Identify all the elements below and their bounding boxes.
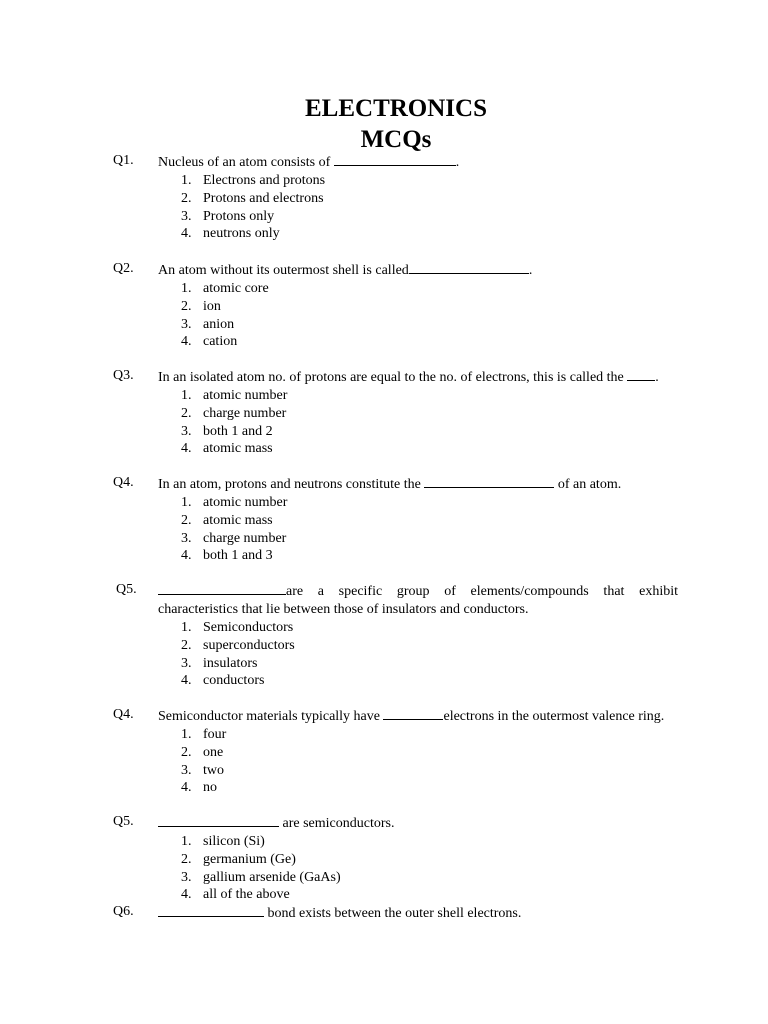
option: 4. no bbox=[181, 780, 217, 796]
question-1 bbox=[113, 152, 678, 243]
option: 2. ion bbox=[181, 298, 221, 314]
option: 2. germanium (Ge) bbox=[181, 851, 296, 867]
option: 1. atomic number bbox=[181, 495, 288, 510]
option: 3. two bbox=[181, 762, 224, 778]
question-8 bbox=[113, 903, 678, 923]
document-title: ELECTRONICS bbox=[305, 95, 487, 122]
option: 4. all of the above bbox=[181, 887, 290, 903]
option: 1. four bbox=[181, 727, 227, 742]
question-2 bbox=[113, 260, 678, 351]
question-text: bond exists between the outer shell electrons. bbox=[158, 903, 678, 923]
answer-blank bbox=[627, 367, 655, 381]
answer-blank bbox=[424, 474, 554, 488]
options-list bbox=[113, 619, 678, 690]
option: 4. both 1 and 3 bbox=[181, 548, 273, 564]
options-list bbox=[113, 387, 678, 458]
question-text: are a specific group of elements/compounds that exhibit characteristics that lie between those of insulators and conductors. bbox=[158, 581, 678, 619]
option: 1. Electrons and protons bbox=[181, 173, 326, 188]
question-7 bbox=[113, 813, 678, 904]
question-number: Q5. bbox=[116, 582, 137, 597]
option: 1. silicon (Si) bbox=[181, 834, 265, 849]
option: 4. conductors bbox=[181, 673, 265, 689]
question-number: Q5. bbox=[113, 814, 134, 829]
question-text: Nucleus of an atom consists of . bbox=[158, 152, 678, 172]
question-number: Q4. bbox=[113, 475, 134, 490]
question-text: An atom without its outermost shell is called . bbox=[158, 260, 678, 280]
option: 3. charge number bbox=[181, 530, 287, 546]
question-5 bbox=[113, 581, 678, 690]
option: 3. both 1 and 2 bbox=[181, 423, 273, 439]
options-list bbox=[113, 726, 678, 797]
answer-blank bbox=[158, 813, 279, 827]
answer-blank bbox=[409, 260, 529, 274]
option: 3. Protons only bbox=[181, 208, 275, 224]
option: 2. atomic mass bbox=[181, 512, 273, 528]
options-list bbox=[113, 280, 678, 351]
answer-blank bbox=[158, 903, 264, 917]
question-number: Q1. bbox=[113, 153, 134, 168]
question-3 bbox=[113, 367, 678, 458]
question-number: Q4. bbox=[113, 707, 134, 722]
question-text: are semiconductors. bbox=[158, 813, 678, 833]
option: 2. Protons and electrons bbox=[181, 190, 324, 206]
option: 2. one bbox=[181, 744, 224, 760]
question-text: In an atom, protons and neutrons constitute the of an atom. bbox=[158, 474, 678, 494]
answer-blank bbox=[383, 706, 443, 720]
question-text: Semiconductor materials typically have electrons in the outermost valence ring. bbox=[158, 706, 678, 726]
option: 3. anion bbox=[181, 316, 235, 332]
answer-blank bbox=[334, 152, 456, 166]
option: 1. atomic number bbox=[181, 388, 288, 403]
option: 1. atomic core bbox=[181, 281, 269, 296]
option: 4. atomic mass bbox=[181, 441, 273, 457]
option: 4. neutrons only bbox=[181, 226, 280, 242]
question-number: Q2. bbox=[113, 261, 134, 276]
option: 4. cation bbox=[181, 334, 238, 350]
options-list bbox=[113, 172, 678, 243]
question-text: In an isolated atom no. of protons are equal to the no. of electrons, this is called the . bbox=[158, 367, 678, 387]
option: 1. Semiconductors bbox=[181, 620, 294, 635]
options-list bbox=[113, 833, 678, 904]
option: 2. superconductors bbox=[181, 637, 295, 653]
answer-blank bbox=[158, 581, 286, 595]
question-number: Q6. bbox=[113, 904, 134, 919]
option: 2. charge number bbox=[181, 405, 287, 421]
document-subtitle: MCQs bbox=[360, 126, 432, 153]
option: 3. gallium arsenide (GaAs) bbox=[181, 869, 341, 885]
question-4 bbox=[113, 474, 678, 565]
question-6 bbox=[113, 706, 678, 797]
options-list bbox=[113, 494, 678, 565]
option: 3. insulators bbox=[181, 655, 258, 671]
question-number: Q3. bbox=[113, 368, 134, 383]
